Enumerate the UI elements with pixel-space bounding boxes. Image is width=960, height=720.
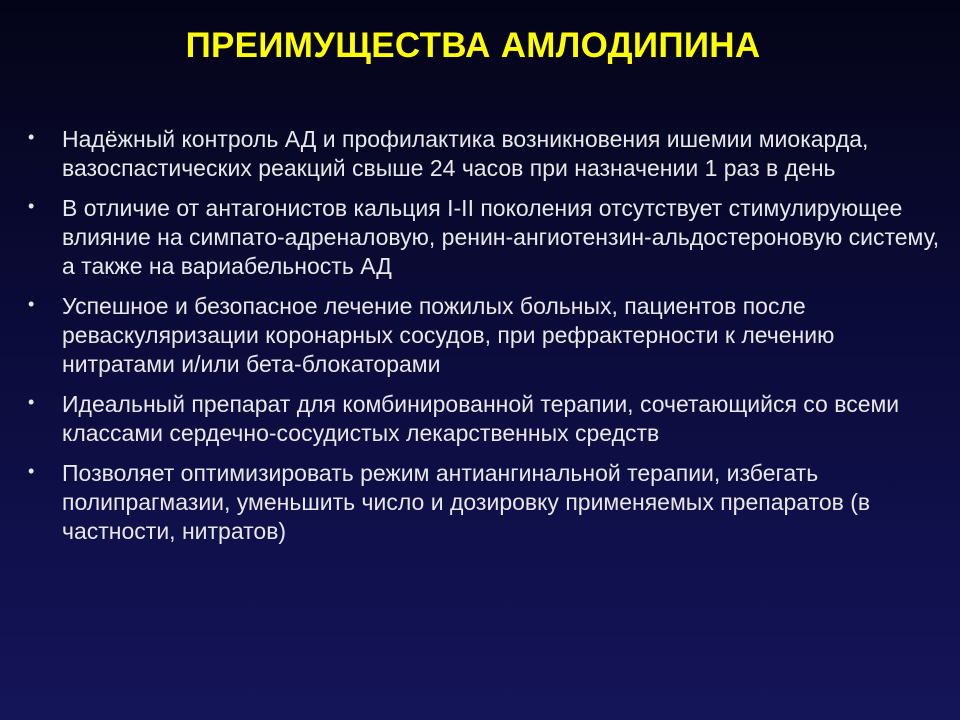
bullet-item (0, 459, 960, 546)
bullet-item (0, 292, 960, 379)
slide-title: ПРЕИМУЩЕСТВА АМЛОДИПИНА (185, 26, 761, 65)
bullet-item (0, 125, 960, 183)
bullet-icon: • (28, 127, 35, 147)
bullet-text: В отличие от антагонистов кальция I-II поколения отсутствует стимулирующее влияние на симпато-адреналовую, ренин-ангиотензин-альдостероновую систему, а также на вариабельность АД (62, 195, 940, 279)
bullet-item (0, 194, 960, 281)
bullet-text: Идеальный препарат для комбинированной терапии, сочетающийся со всеми классами сердечно-сосудистых лекарственных средств (62, 391, 900, 446)
bullet-icon: • (28, 196, 35, 216)
bullet-item (0, 390, 960, 448)
bullet-icon: • (28, 392, 35, 412)
bullet-icon: • (28, 461, 35, 481)
bullet-text: Успешное и безопасное лечение пожилых больных, пациентов после реваскуляризации коронарных сосудов, при рефрактерности к лечению нитратами и/или бета-блокаторами (62, 293, 835, 377)
bullet-list (0, 125, 960, 557)
bullet-text: Надёжный контроль АД и профилактика возникновения ишемии миокарда, вазоспастических реакций свыше 24 часов при назначении 1 раз в день (62, 126, 869, 181)
bullet-text: Позволяет оптимизировать режим антиангинальной терапии, избегать полипрагмазии, уменьшить число и дозировку применяемых препаратов (в частности, нитратов) (62, 460, 871, 544)
bullet-icon: • (28, 294, 35, 314)
